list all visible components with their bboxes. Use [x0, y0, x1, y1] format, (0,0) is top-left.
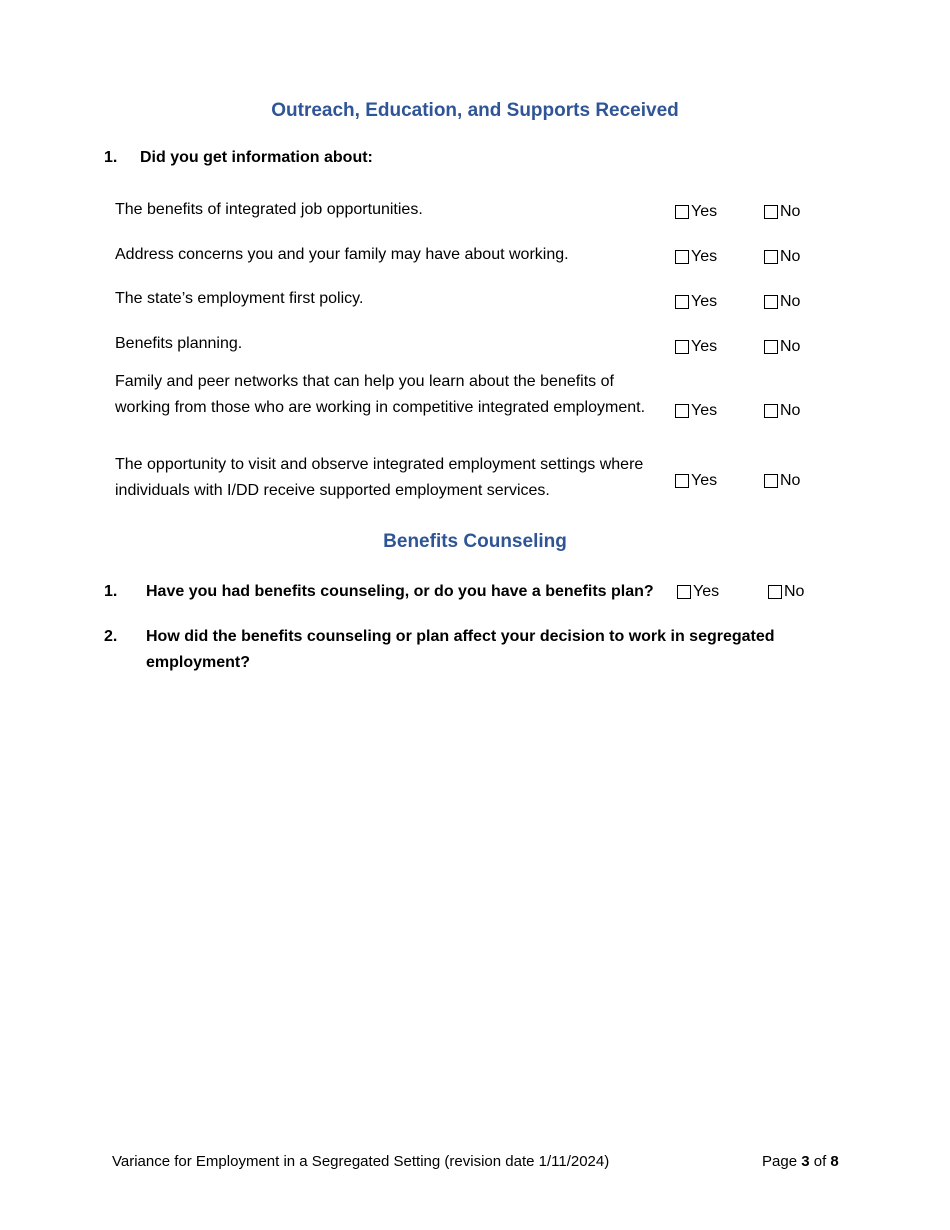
info-item-text: The opportunity to visit and observe integrated employment settings where individuals with I/DD receive supported employment services. [115, 456, 644, 499]
info-item-no-checkbox[interactable]: No [764, 248, 800, 266]
question-text: Have you had benefits counseling, or do you have a benefits plan? [146, 583, 654, 600]
checkbox-icon[interactable] [675, 250, 689, 264]
checkbox-icon[interactable] [764, 205, 778, 219]
question-number: 1. [104, 583, 118, 600]
info-item-yes-checkbox[interactable]: Yes [675, 338, 717, 356]
checkbox-icon[interactable] [764, 474, 778, 488]
checkbox-icon[interactable] [675, 205, 689, 219]
info-item-yes-checkbox[interactable]: Yes [675, 472, 717, 490]
info-item-text: The state’s employment first policy. [115, 290, 364, 307]
section-heading-benefits: Benefits Counseling [383, 531, 567, 552]
info-item-yes-checkbox[interactable]: Yes [675, 293, 717, 311]
footer-page-number: Page 3 of 8 [762, 1153, 839, 1170]
info-item-text: Family and peer networks that can help you learn about the benefits of working from those who are working in competitive integrated employment. [115, 373, 646, 416]
question-number: 2. [104, 628, 118, 645]
question-text: Did you get information about: [140, 149, 373, 166]
benefits-counseling-no-checkbox[interactable]: No [768, 583, 804, 601]
checkbox-icon[interactable] [764, 295, 778, 309]
info-item-no-checkbox[interactable]: No [764, 338, 800, 356]
checkbox-icon[interactable] [675, 404, 689, 418]
info-item-no-checkbox[interactable]: No [764, 203, 800, 221]
checkbox-icon[interactable] [677, 585, 691, 599]
question-text: How did the benefits counseling or plan affect your decision to work in segregated employment? [146, 628, 775, 671]
checkbox-icon[interactable] [764, 250, 778, 264]
question-number: 1. [104, 149, 118, 166]
benefits-counseling-yes-checkbox[interactable]: Yes [677, 583, 719, 601]
info-item-yes-checkbox[interactable]: Yes [675, 402, 717, 420]
checkbox-icon[interactable] [675, 474, 689, 488]
checkbox-icon[interactable] [768, 585, 782, 599]
info-item-no-checkbox[interactable]: No [764, 402, 800, 420]
checkbox-icon[interactable] [764, 404, 778, 418]
checkbox-icon[interactable] [675, 340, 689, 354]
section-heading-outreach: Outreach, Education, and Supports Received [271, 100, 679, 121]
info-item-text: Benefits planning. [115, 335, 243, 352]
info-item-no-checkbox[interactable]: No [764, 472, 800, 490]
info-item-yes-checkbox[interactable]: Yes [675, 203, 717, 221]
info-item-text: Address concerns you and your family may have about working. [115, 246, 569, 263]
info-item-yes-checkbox[interactable]: Yes [675, 248, 717, 266]
footer-document-title: Variance for Employment in a Segregated Setting (revision date 1/11/2024) [112, 1153, 610, 1170]
checkbox-icon[interactable] [764, 340, 778, 354]
info-item-no-checkbox[interactable]: No [764, 293, 800, 311]
info-item-text: The benefits of integrated job opportunities. [115, 201, 423, 218]
checkbox-icon[interactable] [675, 295, 689, 309]
